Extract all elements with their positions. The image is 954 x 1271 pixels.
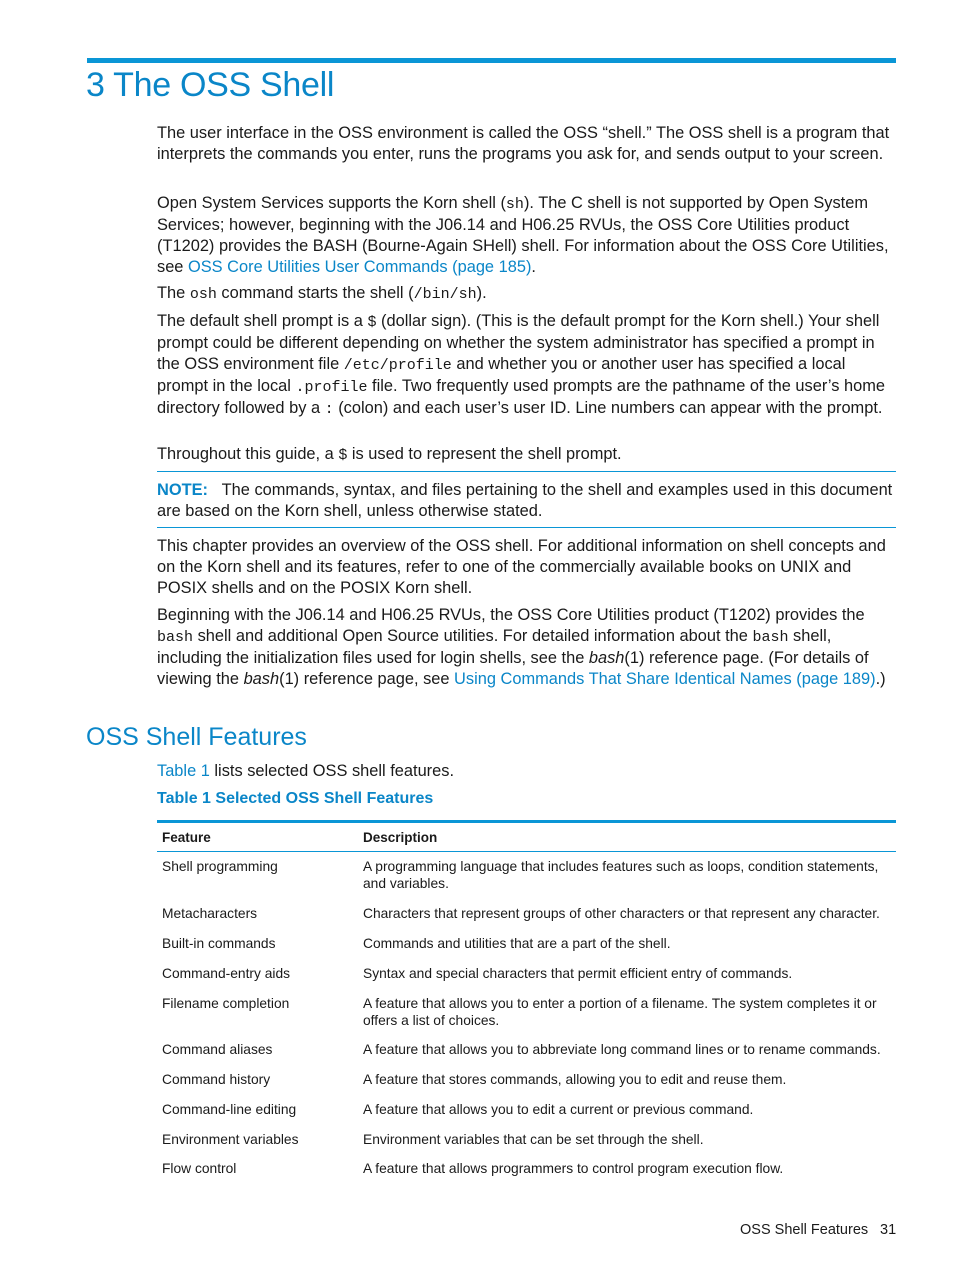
note-label: NOTE:	[157, 481, 208, 499]
table-row	[157, 935, 896, 952]
chapter-title: 3 The OSS Shell	[86, 66, 335, 104]
text: (1) reference page, see	[279, 670, 455, 688]
table-row	[157, 1160, 896, 1177]
table-row	[157, 1041, 896, 1058]
text: and whether you or another user has specified a local prompt in the local	[157, 355, 846, 395]
code-osh: osh	[189, 286, 217, 303]
text: The default shell prompt is a	[157, 312, 368, 330]
bash-paragraph	[157, 605, 899, 690]
text: ).	[476, 284, 487, 302]
feature-cell: Built-in commands	[162, 936, 276, 951]
throughout-paragraph	[157, 444, 899, 466]
code-profile: .profile	[295, 379, 368, 396]
code-sh: sh	[505, 196, 524, 213]
table-row	[157, 1101, 896, 1118]
table-caption: Table 1 Selected OSS Shell Features	[157, 790, 434, 807]
description-cell: A programming language that includes features such as loops, condition statements, and variables.	[363, 859, 879, 891]
code-bin-sh: /bin/sh	[413, 286, 477, 303]
paragraph-text: This chapter provides an overview of the OSS shell. For additional information on shell concepts and on the Korn shell and its features, refer to one of the commercially available books on UNIX and POSIX shells and on the POSIX Korn shell.	[157, 537, 886, 597]
paragraph-text: The user interface in the OSS environment is called the OSS “shell.” The OSS shell is a program that interprets the commands you enter, runs the programs you ask for, and sends output to your screen.	[157, 124, 890, 163]
feature-cell: Command history	[162, 1072, 271, 1087]
description-cell: Characters that represent groups of other characters or that represent any character.	[363, 906, 880, 921]
text: Beginning with the J06.14 and H06.25 RVUs, the OSS Core Utilities product (T1202) provides the	[157, 606, 865, 624]
feature-cell: Command-line editing	[162, 1102, 297, 1117]
header-feature: Feature	[162, 829, 211, 845]
feature-cell: Flow control	[162, 1161, 237, 1176]
code-bash: bash	[157, 629, 194, 646]
feature-cell: Environment variables	[162, 1132, 299, 1147]
text: shell, including the initialization files used for login shells, see the	[157, 627, 832, 667]
feature-cell: Shell programming	[162, 859, 278, 874]
text: .)	[875, 670, 886, 688]
code-colon: :	[324, 401, 334, 418]
feature-cell: Command-entry aids	[162, 966, 291, 981]
code-bash: bash	[752, 629, 789, 646]
description-cell: A feature that allows you to edit a current or previous command.	[363, 1102, 754, 1117]
osh-paragraph	[157, 283, 899, 305]
table-row	[157, 1131, 896, 1148]
text: ). The C shell is not supported by Open System Services; however, beginning with the J06.14 and H06.25 RVUs, the OSS Core Utilities product (T1202) provides the BASH (Bourne-Again SHell) shell. For information about the OSS Core Utilities, see	[157, 194, 889, 276]
note-box	[157, 480, 899, 522]
table-row	[157, 965, 896, 982]
footer-section: OSS Shell Features	[740, 1222, 869, 1238]
text: Open System Services supports the Korn shell (	[157, 194, 506, 212]
section-title: OSS Shell Features	[86, 723, 307, 751]
text: is used to represent the shell prompt.	[347, 445, 622, 463]
core-utilities-link[interactable]: OSS Core Utilities User Commands (page 185)	[187, 258, 532, 276]
text: shell and additional Open Source utilities. For detailed information about the	[193, 627, 753, 645]
table-row	[157, 995, 896, 1029]
table-row	[157, 858, 896, 892]
description-cell: Syntax and special characters that permit efficient entry of commands.	[363, 966, 793, 981]
description-cell: Commands and utilities that are a part of the shell.	[363, 936, 671, 951]
table-header	[157, 823, 896, 852]
korn-shell-paragraph	[157, 193, 899, 278]
prompt-paragraph	[157, 311, 899, 420]
text: lists selected OSS shell features.	[209, 762, 455, 780]
page-number: 31	[880, 1222, 897, 1238]
description-cell: A feature that stores commands, allowing you to edit and reuse them.	[363, 1072, 787, 1087]
bash-italic: bash	[243, 670, 280, 688]
code-dollar: $	[367, 314, 377, 331]
feature-cell: Command aliases	[162, 1042, 273, 1057]
table-row	[157, 1071, 896, 1088]
table-row	[157, 905, 896, 922]
header-description: Description	[363, 829, 438, 845]
note-top-rule	[157, 471, 896, 472]
section-intro	[157, 761, 899, 782]
text: command starts the shell (	[216, 284, 414, 302]
description-cell: Environment variables that can be set through the shell.	[363, 1132, 704, 1147]
text: (dollar sign). (This is the default prompt for the Korn shell.) Your shell prompt could be different depending on whether the system administrator has specified a prompt in the OSS environment file	[157, 312, 880, 373]
text: Throughout this guide, a	[157, 445, 339, 463]
note-bottom-rule	[157, 527, 896, 528]
note-text: The commands, syntax, and files pertaining to the shell and examples used in this document are based on the Korn shell, unless otherwise stated.	[157, 481, 893, 520]
text: .	[531, 258, 536, 276]
top-rule	[87, 58, 896, 63]
table-1-link[interactable]: Table 1	[157, 762, 210, 780]
overview-paragraph	[157, 536, 899, 599]
intro-paragraph	[157, 123, 899, 165]
feature-cell: Metacharacters	[162, 906, 258, 921]
text: (colon) and each user’s user ID. Line numbers can appear with the prompt.	[333, 399, 883, 417]
code-dollar: $	[338, 447, 348, 464]
bash-italic: bash	[588, 649, 625, 667]
description-cell: A feature that allows you to abbreviate long command lines or to rename commands.	[363, 1042, 881, 1057]
description-cell: A feature that allows you to enter a portion of a filename. The system completes it or offers a list of choices.	[363, 996, 877, 1028]
description-cell: A feature that allows programmers to control program execution flow.	[363, 1161, 784, 1176]
text: file. Two frequently used prompts are the pathname of the user’s home directory followed by a	[157, 377, 886, 417]
text: The	[157, 284, 190, 302]
identical-names-link[interactable]: Using Commands That Share Identical Names (page 189)	[454, 670, 876, 688]
features-table	[157, 820, 896, 1177]
code-etc-profile: /etc/profile	[343, 357, 452, 374]
feature-cell: Filename completion	[162, 996, 290, 1011]
text: (1) reference page. (For details of viewing the	[157, 649, 869, 688]
